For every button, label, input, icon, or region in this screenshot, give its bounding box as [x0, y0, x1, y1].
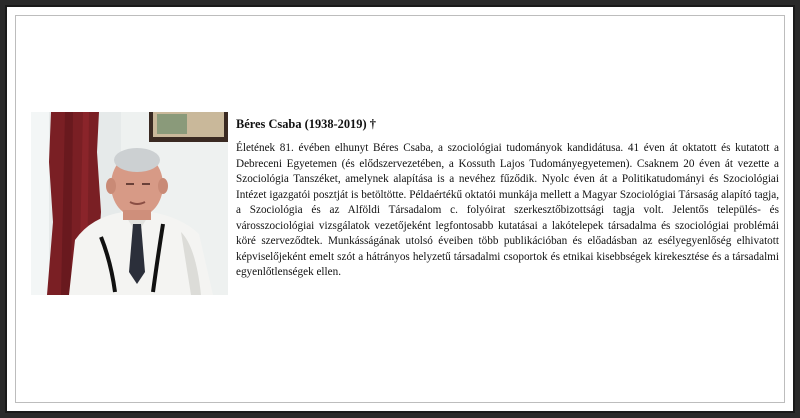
memorial-frame: [5, 5, 795, 413]
portrait-illustration: [31, 112, 228, 295]
person-name: Béres Csaba: [236, 117, 302, 131]
obituary-text: Életének 81. évében elhunyt Béres Csaba, a szociológiai tudományok kandidátusa. 41 éven át oktatott és kutatott a Debreceni Egyetemen (és elődszervezetében, a Kossuth Lajos Tudományegyetemen). Csaknem 20 éven át vezette a Szociológia Tanszéket, amelynek alapítása is a nevéhez fűződik. Nyolc éven át a Politikatudományi és Szociológiai Intézet igazgatói posztját is betöltötte. Példaértékű oktatói munkája mellett a Magyar Szociológiai Társaság alapító tagja, a Szociológia és az Alföldi Társadalom c. folyóirat szerkesztőbizottsági tagja volt. Jelentős település- és városszociológiai vizsgálatok vezetőjeként legfontosabb kutatásai a lakótelepek társadalma és szociológiai problémái köré szerveződtek. Munkásságának utolsó éveiben több publikációban és előadásban az esélyegyenlőség elhivatott képviselőjeként emelt szót a hátrányos helyzetű társadalmi csoportok és etnikai kisebbségek kirekesztése és a társadalmi egyenlőtlenségek ellen.: [236, 142, 779, 278]
portrait-photo: [31, 112, 228, 295]
cross-icon: †: [369, 117, 376, 131]
life-years: (1938-2019): [304, 117, 367, 131]
obituary-content: [236, 117, 779, 281]
obituary-heading: [236, 117, 779, 131]
